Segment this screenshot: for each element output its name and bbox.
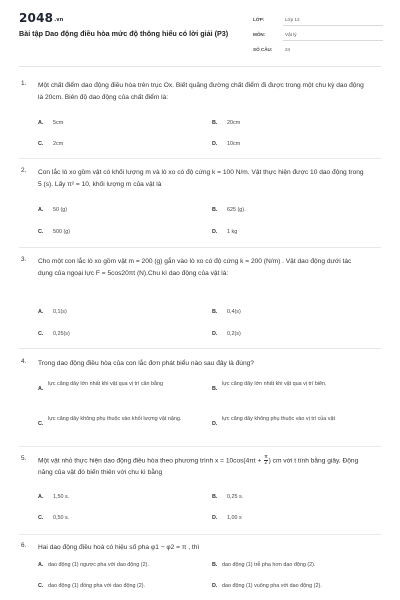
question-text: Cho một con lắc lò xo gồm vật m = 200 (g) gắn vào lò xo có độ cứng k = 200 (N/m) . Vật dao động dưới tác dụng của ngoại lực F = 5cos20πt (N).Chu kì dao động của vật là:	[38, 258, 352, 277]
option-letter: A.	[38, 309, 44, 315]
option-letter: A.	[38, 494, 44, 500]
option-text: 0,4(s)	[227, 309, 241, 315]
option-letter: C.	[38, 421, 44, 427]
option-text: 0,25(s)	[53, 331, 70, 337]
question-text: Trong dao động điều hòa của con lắc đơn phát biểu nào sau đây là đúng?	[38, 360, 254, 367]
question-divider	[19, 158, 381, 159]
option-letter: D.	[212, 421, 218, 427]
question-number: 3.	[21, 256, 27, 263]
option-letter: A.	[38, 562, 44, 568]
site-logo[interactable]	[19, 11, 64, 25]
question-text: Hai dao động điều hoà có hiệu số pha φ1 − φ2 = π , thì	[38, 544, 200, 551]
option-text: dao động (1) đồng pha với dao động (2).	[48, 583, 146, 589]
option-letter: A.	[38, 207, 44, 213]
meta-value: 24	[285, 47, 291, 52]
option-letter: D.	[212, 331, 218, 337]
document-title: Bài tập Dao động điều hòa mức độ thông hiểu có lời giải (P3)	[19, 29, 229, 38]
option-text: dao động (1) vuông pha với dao động (2).	[222, 583, 322, 589]
question-number: 1.	[21, 80, 27, 87]
option-text: 0,2(s)	[227, 331, 241, 337]
question-text-part: ) cm với t tính bằng giây. Động năng của vật đó biến thiên với chu kì bằng	[38, 457, 359, 476]
question-number: 4.	[21, 358, 27, 365]
fraction-numerator: π	[264, 454, 268, 460]
option-letter: C.	[38, 515, 44, 521]
option-letter: A.	[38, 386, 44, 392]
question-number: 6.	[21, 542, 27, 549]
question-divider	[19, 534, 381, 535]
meta-underline	[283, 25, 383, 26]
option-letter: B.	[212, 207, 218, 213]
option-text: 0,25 s.	[227, 494, 244, 500]
question-number: 2.	[21, 167, 27, 174]
option-text: 0,1(s)	[53, 309, 67, 315]
option-letter: A.	[38, 120, 44, 126]
option-text: 20cm	[227, 120, 241, 126]
meta-label: MÔN:	[253, 32, 266, 37]
option-letter: D.	[212, 229, 218, 235]
option-letter: B.	[212, 309, 218, 315]
meta-label: LỚP:	[253, 17, 265, 22]
option-text: 10cm	[227, 141, 241, 147]
option-text: 50 (g)	[53, 207, 68, 213]
question-divider	[19, 348, 381, 349]
question-number: 5.	[21, 455, 27, 462]
meta-value: Lớp 12	[285, 17, 300, 22]
option-text: 5cm	[53, 120, 64, 126]
meta-value: Vật lý	[285, 32, 297, 37]
question-divider	[19, 446, 381, 447]
question-divider	[19, 247, 381, 248]
option-text: lực căng dây lớn nhất khi vật qua vị trí cân bằng	[48, 381, 164, 387]
option-letter: D.	[212, 515, 218, 521]
option-text: dao động (1) ngược pha với dao động (2).	[48, 562, 149, 568]
option-text: 1,00 s	[227, 515, 242, 521]
option-text: lực căng dây không phụ thuộc vào vị trí của vật	[222, 416, 335, 422]
option-letter: B.	[212, 386, 218, 392]
option-letter: D.	[212, 583, 218, 589]
option-text: 625 (g).	[227, 207, 246, 213]
option-text: lực căng dây không phụ thuộc vào khối lượng vật nặng.	[48, 416, 182, 422]
question-text	[38, 455, 364, 478]
option-text: 500 (g)	[53, 229, 71, 235]
question-text: Một chất điểm dao động điều hòa trên trục Ox. Biết quãng đường chất điểm đi được trong một chu kỳ dao động là 20cm. Biên độ dao động của chất điểm là:	[38, 82, 364, 101]
option-letter: C.	[38, 229, 44, 235]
option-letter: C.	[38, 331, 44, 337]
question-text: Con lắc lò xo gồm vật có khối lượng m và lò xo có độ cứng k = 100 N/m. Vật thực hiện được 10 dao động trong 5 (s). Lấy π² = 10, khối lượng m của vật là	[38, 169, 364, 188]
option-letter: B.	[212, 562, 218, 568]
option-letter: B.	[212, 494, 218, 500]
fraction-denominator: 2	[264, 460, 268, 466]
logo-suffix: .vn	[54, 17, 64, 23]
header-divider	[19, 66, 381, 67]
option-letter: D.	[212, 141, 218, 147]
option-text: 1,50 s.	[53, 494, 70, 500]
option-text: 2cm	[53, 141, 64, 147]
option-letter: B.	[212, 120, 218, 126]
option-letter: C.	[38, 583, 44, 589]
option-letter: C.	[38, 141, 44, 147]
option-text: dao động (1) trễ pha hơn dao động (2).	[222, 562, 316, 568]
fraction	[264, 455, 267, 466]
option-text: lực căng dây lớn nhất khi vật qua vị trí biên.	[222, 381, 327, 387]
option-text: 0,50 s.	[53, 515, 70, 521]
logo-text: 2048	[19, 11, 54, 25]
question-text-part: Một vật nhỏ thực hiện dao động điều hòa theo phương trình x = 10cos(4πt +	[38, 457, 264, 465]
meta-underline	[283, 40, 383, 41]
meta-label: SỐ CÂU:	[253, 47, 273, 52]
option-text: 1 kg	[227, 229, 238, 235]
